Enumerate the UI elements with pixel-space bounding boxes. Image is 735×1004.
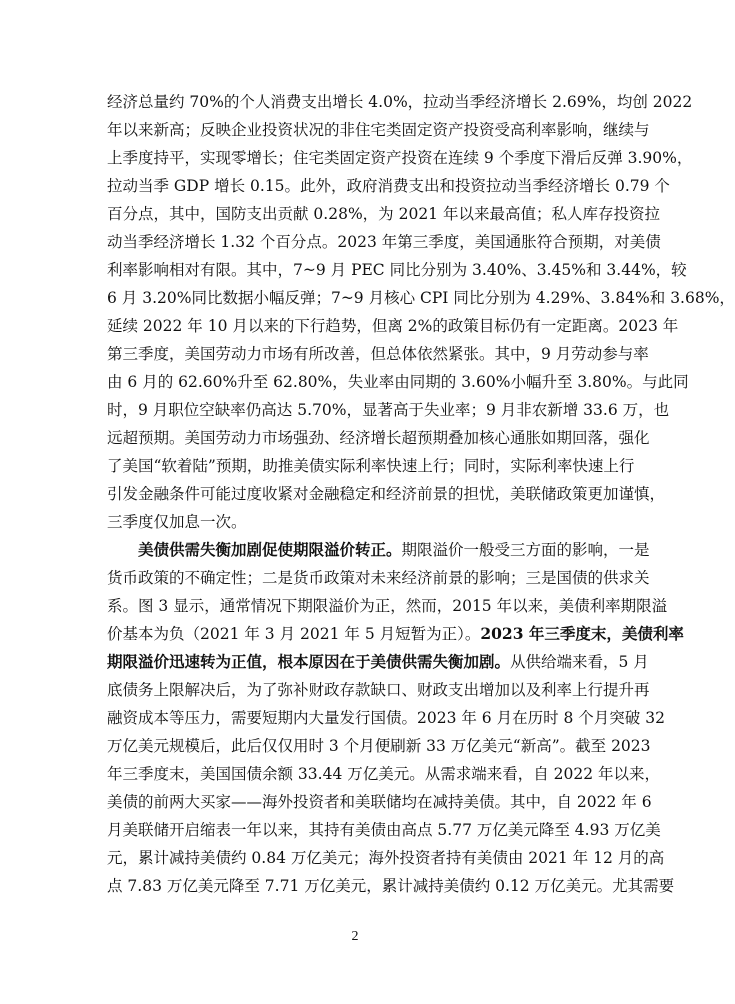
bold-segment: 期限溢价迅速转为正值，根本原因在于美债供需失衡加剧。 (107, 652, 511, 671)
text-line: 引发金融条件可能过度收紧对金融稳定和经济前景的担忧，美联储政策更加谨慎， (107, 485, 666, 503)
text-line: 拉动当季 GDP 增长 0.15。此外，政府消费支出和投资拉动当季经济增长 0.79 个 (107, 177, 670, 195)
text-segment: 价基本为负（2021 年 3 月 2021 年 5 月短暂为正）。 (107, 625, 481, 643)
text-line: 时，9 月职位空缺率仍高达 5.70%，显著高于失业率；9 月非农新增 33.6 万，也 (107, 401, 670, 419)
page-number: 2 (351, 929, 359, 944)
text-line: 第三季度，美国劳动力市场有所改善，但总体依然紧张。其中，9 月劳动参与率 (107, 345, 649, 363)
text-line: 融资成本等压力，需要短期内大量发行国债。2023 年 6 月在历时 8 个月突破 32 (107, 709, 665, 727)
text-line: 了美国“软着陆”预期，助推美债实际利率快速上行；同时，实际利率快速上行 (107, 457, 635, 475)
text-line: 动当季经济增长 1.32 个百分点。2023 年第三季度，美国通胀符合预期，对美债 (107, 233, 661, 251)
text-line: 远超预期。美国劳动力市场强劲、经济增长超预期叠加核心通胀如期回落，强化 (107, 429, 650, 447)
text-line: 年三季度末，美国国债余额 33.44 万亿美元。从需求端来看，自 2022 年以来， (107, 765, 661, 783)
text-line: 万亿美元规模后，此后仅仅用时 3 个月便刷新 33 万亿美元“新高”。截至 2023 (107, 737, 651, 755)
text-line: 上季度持平，实现零增长；住宅类固定资产投资在连续 9 个季度下滑后反弹 3.90%， (107, 149, 693, 167)
text-line (107, 648, 649, 676)
text-line: 三季度仅加息一次。 (107, 513, 247, 531)
bold-segment: 2023 年三季度末，美债利率 (480, 624, 684, 643)
text-line: 美债的前两大买家——海外投资者和美联储均在减持美债。其中，自 2022 年 6 (107, 793, 652, 811)
text-line: 点 7.83 万亿美元降至 7.71 万亿美元，累计减持美债约 0.12 万亿美元。尤其需要 (107, 877, 675, 895)
text-line: 利率影响相对有限。其中，7~9 月 PEC 同比分别为 3.40%、3.45%和 3.44%，较 (107, 261, 687, 279)
text-line (107, 620, 684, 648)
text-line: 月美联储开启缩表一年以来，其持有美债由高点 5.77 万亿美元降至 4.93 万亿美 (107, 821, 661, 839)
text-line: 由 6 月的 62.60%升至 62.80%，失业率由同期的 3.60%小幅升至 3.80%。与此同 (107, 373, 689, 391)
text-line: 年以来新高；反映企业投资状况的非住宅类固定资产投资受高利率影响，继续与 (107, 121, 650, 139)
lead-rest: 期限溢价一般受三方面的影响，一是 (401, 541, 650, 559)
text-line: 延续 2022 年 10 月以来的下行趋势，但离 2%的政策目标仍有一定距离。2023 年 (107, 317, 679, 335)
text-line: 百分点，其中，国防支出贡献 0.28%，为 2021 年以来最高值；私人库存投资拉 (107, 205, 660, 223)
text-line: 经济总量约 70%的个人消费支出增长 4.0%，拉动当季经济增长 2.69%，均创 2022 (107, 93, 693, 111)
text-line: 系。图 3 显示，通常情况下期限溢价为正，然而，2015 年以来，美债利率期限溢 (107, 597, 668, 615)
text-line: 6 月 3.20%同比数据小幅反弹；7~9 月核心 CPI 同比分别为 4.29%、3.84%和 3.68%， (107, 289, 735, 307)
text-segment: 从供给端来看，5 月 (510, 653, 649, 671)
text-line: 货币政策的不确定性；二是货币政策对未来经济前景的影响；三是国债的供求关 (107, 569, 650, 587)
paragraph-lead-line (107, 536, 650, 564)
bold-lead: 美债供需失衡加剧促使期限溢价转正。 (138, 540, 402, 559)
text-line: 元，累计减持美债约 0.84 万亿美元；海外投资者持有美债由 2021 年 12 月的高 (107, 849, 665, 867)
text-line: 底债务上限解决后，为了弥补财政存款缺口、财政支出增加以及利率上行提升再 (107, 681, 650, 699)
